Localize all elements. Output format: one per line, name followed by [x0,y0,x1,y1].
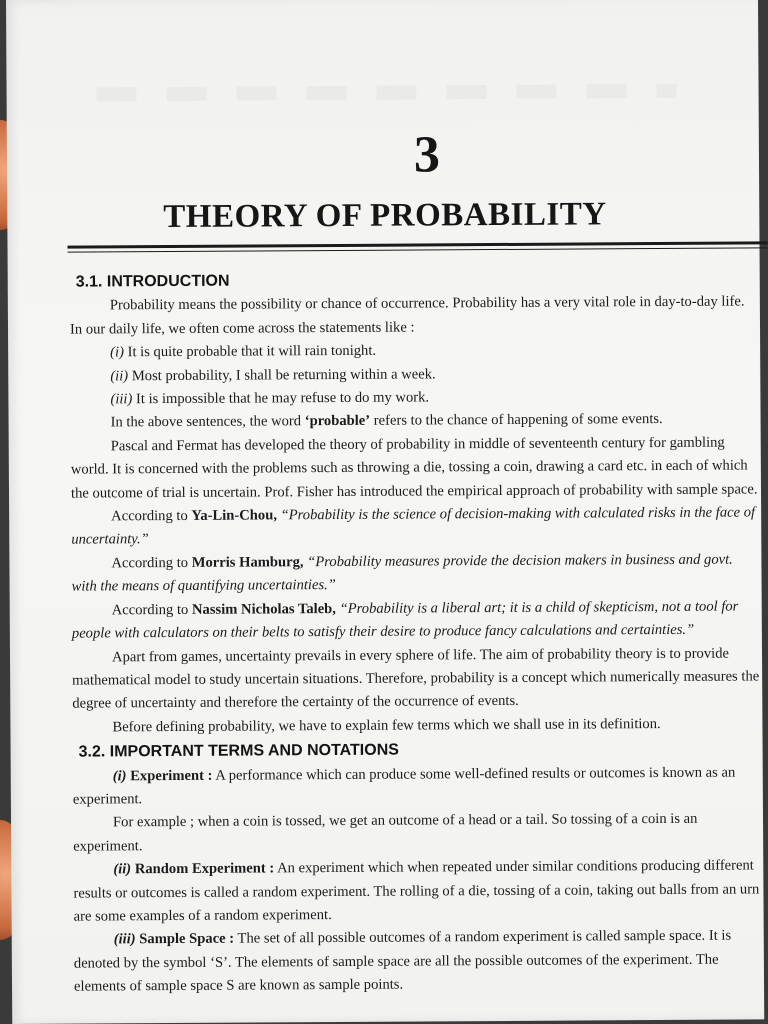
term-number: (i) [112,767,127,784]
book-page [6,0,764,1024]
title-rule-thin [68,247,768,252]
term-sample-space [74,925,764,999]
experiment-example: For example ; when a coin is tossed, we get an outcome of a head or a tail. So tossing of a coin is an experiment. [73,811,698,855]
history-paragraph: Pascal and Fermat has developed the theory of probability in middle of seventeenth century for gambling world. It is concerned with the problems such as throwing a die, tossing a coin, drawing a card etc. in each of which the outcome of trial is uncertain. Prof. Fisher has introduced the empirical approach of probability with sample space. [70,434,758,502]
quote-text: “Probability is the science of decision-making with calculated risks in the face of uncertainty.” [71,504,756,549]
uncertainty-paragraph: Apart from games, uncertainty prevails in every sphere of life. The aim of probability theory is to provide mathematical model to study uncertain situations. Therefore, probability is a concept which numerically measures the degree of uncertainty and therefore the certainty of the occurrence of events. [72,645,760,712]
definition-lead-paragraph: Before defining probability, we have to explain few terms which we shall use in its definition. [112,715,661,736]
item-text: It is quite probable that it will rain tonight. [123,342,377,361]
author-name: Ya-Lin-Chou, [191,507,278,524]
term-definition: An experiment which when repeated under similar conditions producing different results or outcomes is called a random experiment. The rolling of a die, tossing of a coin, taking out balls from an urn are some examples of a random experiment. [73,857,760,925]
item-number: (iii) [110,391,133,408]
chapter-title: THEORY OF PROBABILITY [163,196,607,236]
term-random-experiment [73,855,763,929]
quote-morris-hamburg [71,548,761,599]
term-definition: The set of all possible outcomes of a random experiment is called sample space. It is denoted by the symbol ‘S’. The elements of sample space are all the possible outcomes of the experiment. The elements of sample space S are known as sample points. [73,927,732,995]
quote-ya-lin-chou [71,501,761,552]
bold-term: ‘probable’ [304,413,371,430]
intro-paragraph: Probability means the possibility or chance of occurrence. Probability has a very vital role in day-to-day life. In our daily life, we often come across the statements like : [69,293,745,338]
section-heading-terms: 3.2. IMPORTANT TERMS AND NOTATIONS [78,741,399,761]
author-name: Nassim Nicholas Taleb, [191,600,336,618]
bleed-through [97,84,677,102]
term-label: Experiment : [126,767,213,784]
term-definition: A performance which can produce some well-defined results or outcomes is known as an experiment. [72,764,736,808]
text-run: According to [111,507,192,525]
item-text: It is impossible that he may refuse to do my work. [132,389,430,408]
chapter-number: 3 [413,126,441,184]
quote-text: “Probability measures provide the decision makers in business and govt. with the means of quantifying uncertainties.” [71,551,733,595]
quote-nassim-taleb [72,595,762,646]
text-run: According to [111,554,192,572]
text-run: refers to the chance of happening of some events. [370,411,663,430]
item-number: (i) [110,344,124,361]
quote-text: “Probability is a liberal art; it is a child of skepticism, not a tool for people with calculators on their belts to satisfy their desire to produce fancy calculations and certainties.” [71,598,739,642]
term-number: (iii) [113,931,136,948]
author-name: Morris Hamburg, [191,554,304,571]
item-number: (ii) [110,367,129,384]
text-run: In the above sentences, the word [110,413,305,431]
term-number: (ii) [113,861,132,878]
text-run: According to [111,601,193,619]
term-experiment [73,761,763,812]
section-heading-introduction: 3.1. INTRODUCTION [75,272,230,291]
page-body [70,265,764,999]
item-text: Most probability, I shall be returning within a week. [128,366,436,384]
term-label: Sample Space : [135,930,235,948]
term-label: Random Experiment : [131,860,275,878]
